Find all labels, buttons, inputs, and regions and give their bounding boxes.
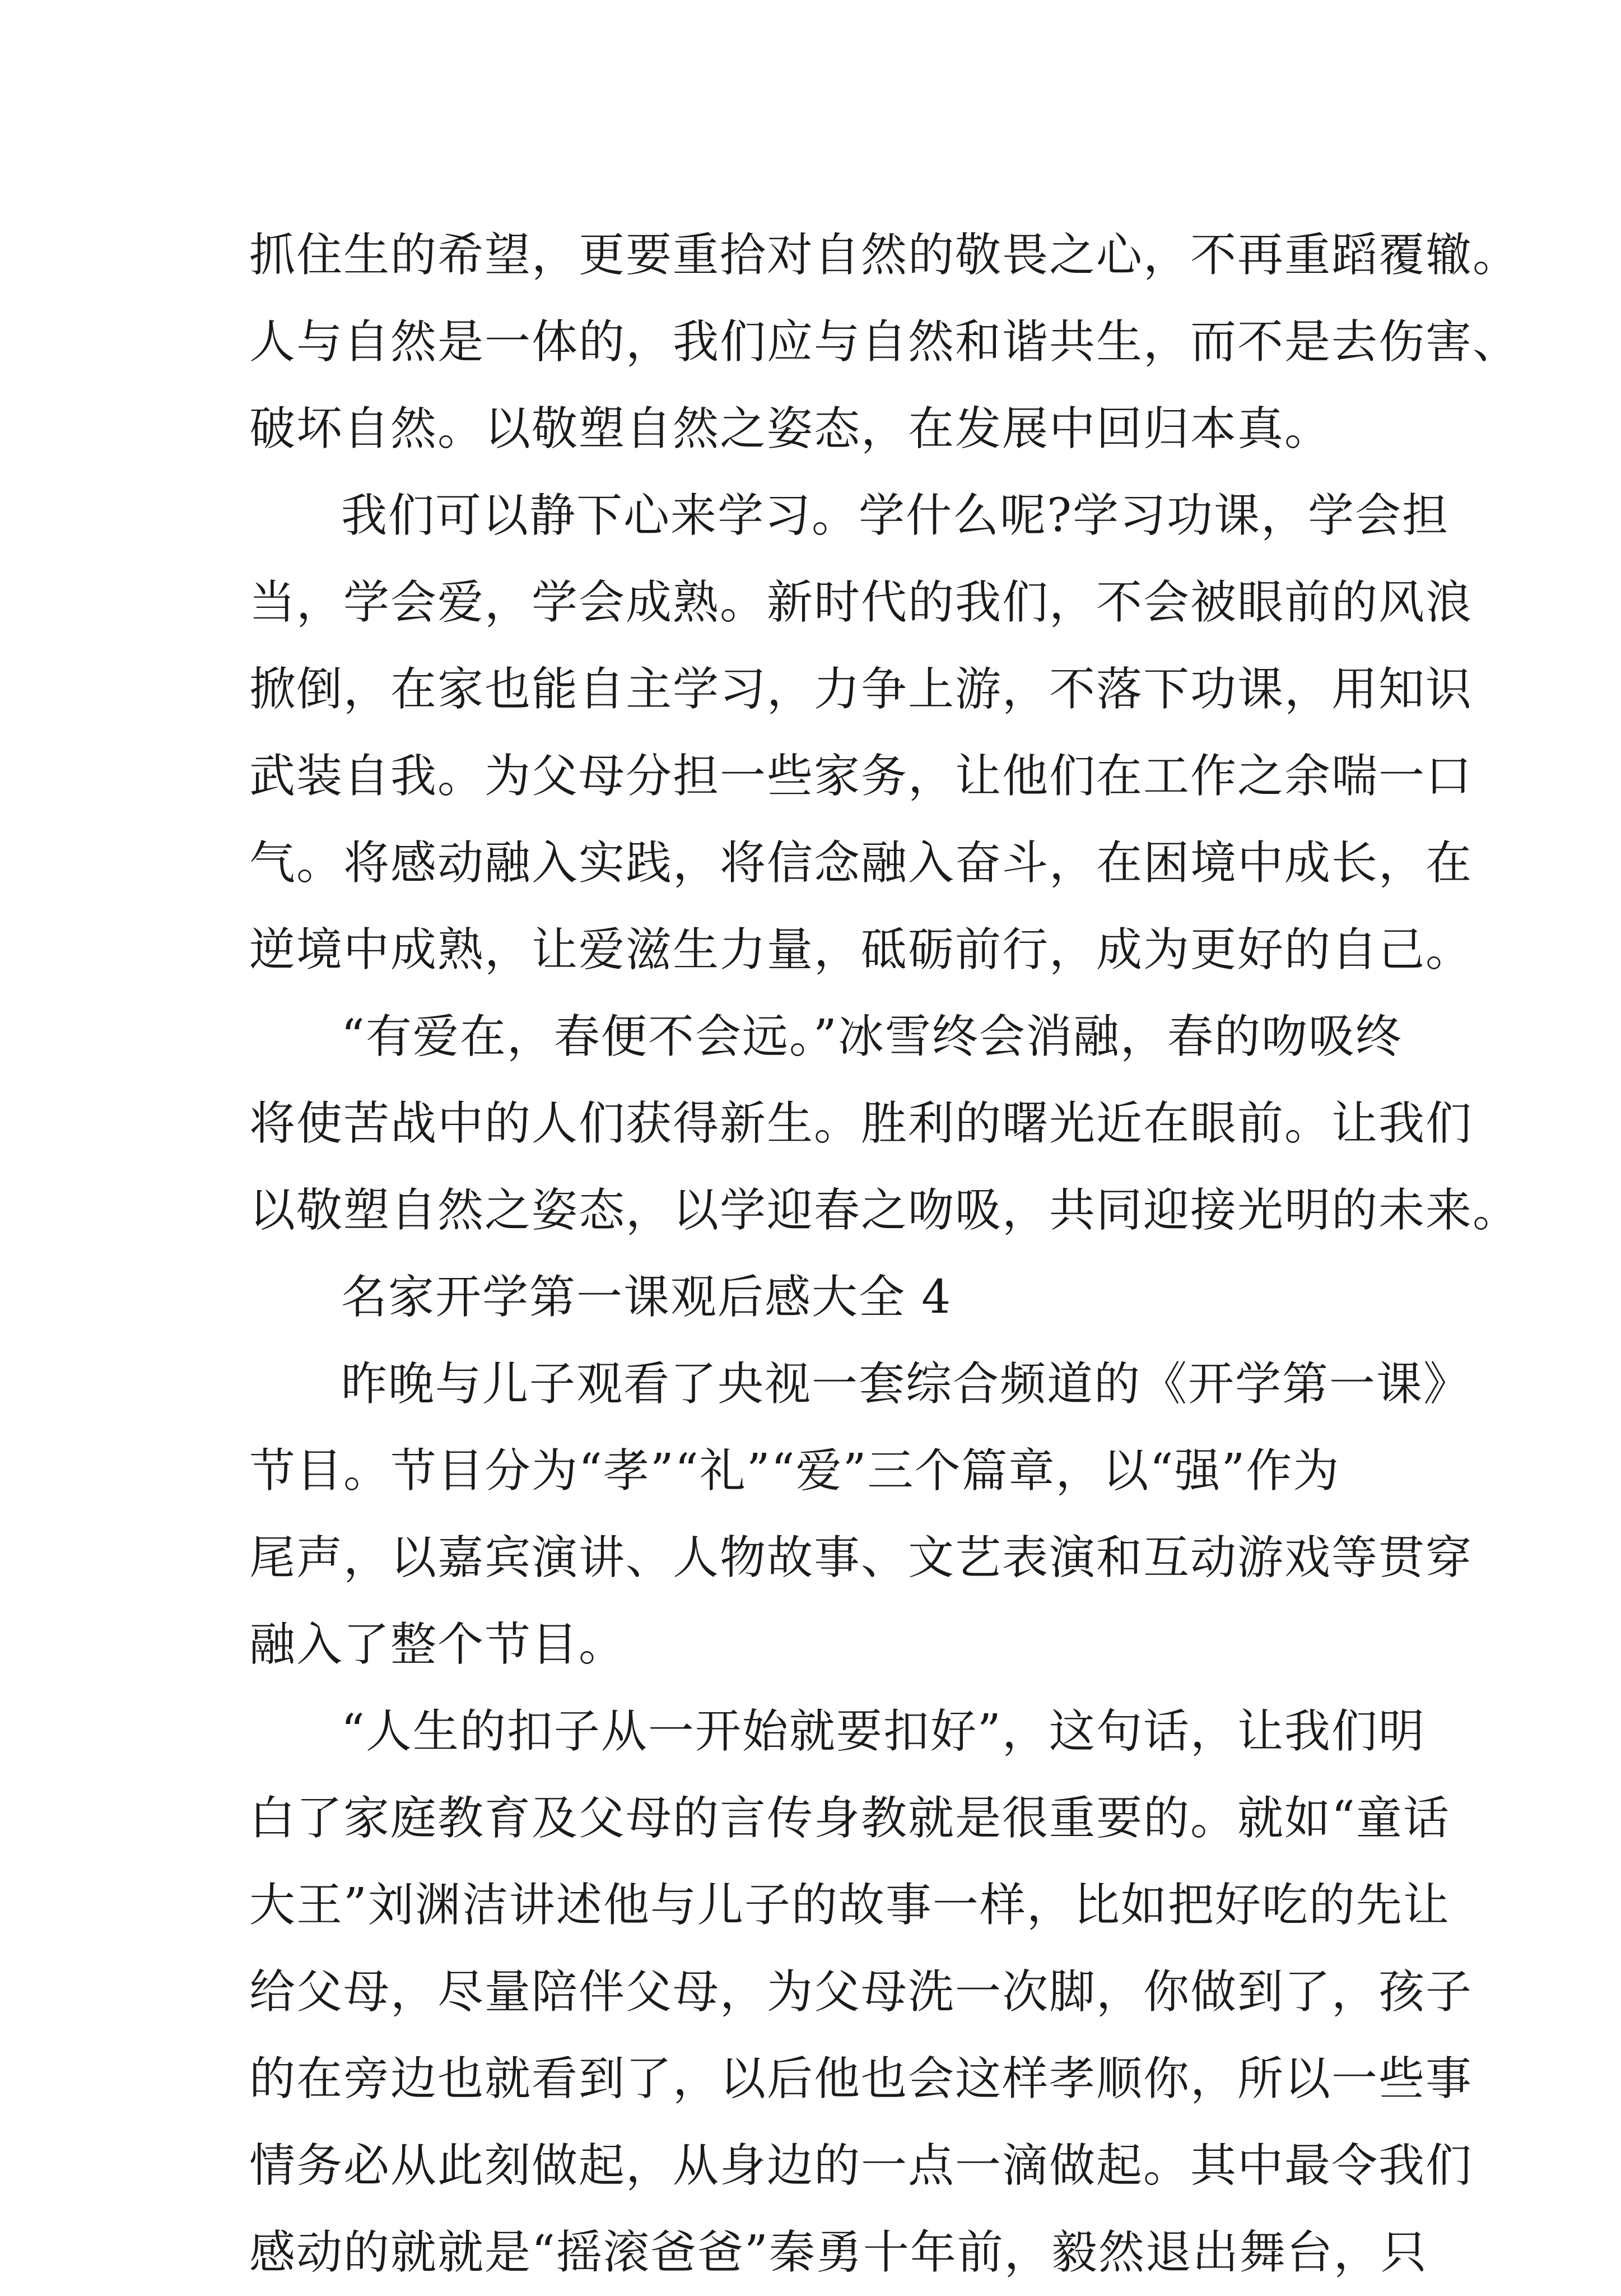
text-line: 武装自我。为父母分担一些家务，让他们在工作之余喘一口 (249, 750, 1473, 803)
text-line: 抓住生的希望，更要重拾对自然的敬畏之心，不再重蹈覆辙。 (249, 229, 1520, 282)
section-heading: 名家开学第一课观后感大全 4 (341, 1271, 952, 1324)
text-line: 给父母，尽量陪伴父母，为父母洗一次脚，你做到了，孩子 (249, 1965, 1473, 2019)
text-line: 将使苦战中的人们获得新生。胜利的曙光近在眼前。让我们 (249, 1097, 1473, 1150)
text-line: 人与自然是一体的，我们应与自然和谐共生，而不是去伤害、 (249, 315, 1520, 369)
document-body (249, 212, 1520, 2296)
paragraph-first-line: “有爱在，春便不会远。”冰雪终会消融，春的吻吸终 (341, 1010, 1403, 1063)
text-line: 破坏自然。以敬塑自然之姿态，在发展中回归本真。 (249, 402, 1332, 456)
text-line: 大王”刘渊洁讲述他与儿子的故事一样，比如把好吃的先让 (249, 1879, 1450, 1932)
paragraph-first-line: 我们可以静下心来学习。学什么呢?学习功课，学会担 (341, 489, 1449, 542)
text-line: 以敬塑自然之姿态，以学迎春之吻吸，共同迎接光明的未来。 (249, 1184, 1520, 1237)
text-line: 尾声，以嘉宾演讲、人物故事、文艺表演和互动游戏等贯穿 (249, 1531, 1473, 1584)
text-line: 逆境中成熟，让爱滋生力量，砥砺前行，成为更好的自己。 (249, 923, 1473, 977)
text-line: 当，学会爱，学会成熟。新时代的我们，不会被眼前的风浪 (249, 576, 1473, 629)
text-line: 气。将感动融入实践，将信念融入奋斗，在困境中成长，在 (249, 836, 1473, 890)
text-line: 节目。节目分为“孝”“礼”“爱”三个篇章，以“强”作为 (249, 1444, 1340, 1498)
paragraph-first-line: 昨晚与儿子观看了央视一套综合频道的《开学第一课》 (341, 1358, 1471, 1411)
text-line: 情务必从此刻做起，从身边的一点一滴做起。其中最令我们 (249, 2139, 1473, 2192)
text-line: 白了家庭教育及父母的言传身教就是很重要的。就如“童话 (249, 1792, 1450, 1845)
text-line: 的在旁边也就看到了，以后他也会这样孝顺你，所以一些事 (249, 2052, 1473, 2106)
text-line: 融入了整个节目。 (249, 1618, 626, 1671)
text-line: 感动的就就是“摇滚爸爸”秦勇十年前，毅然退出舞台，只 (249, 2226, 1428, 2279)
text-line: 掀倒，在家也能自主学习，力争上游，不落下功课，用知识 (249, 663, 1473, 716)
paragraph-first-line: “人生的扣子从一开始就要扣好”，这句话，让我们明 (341, 1705, 1426, 1758)
